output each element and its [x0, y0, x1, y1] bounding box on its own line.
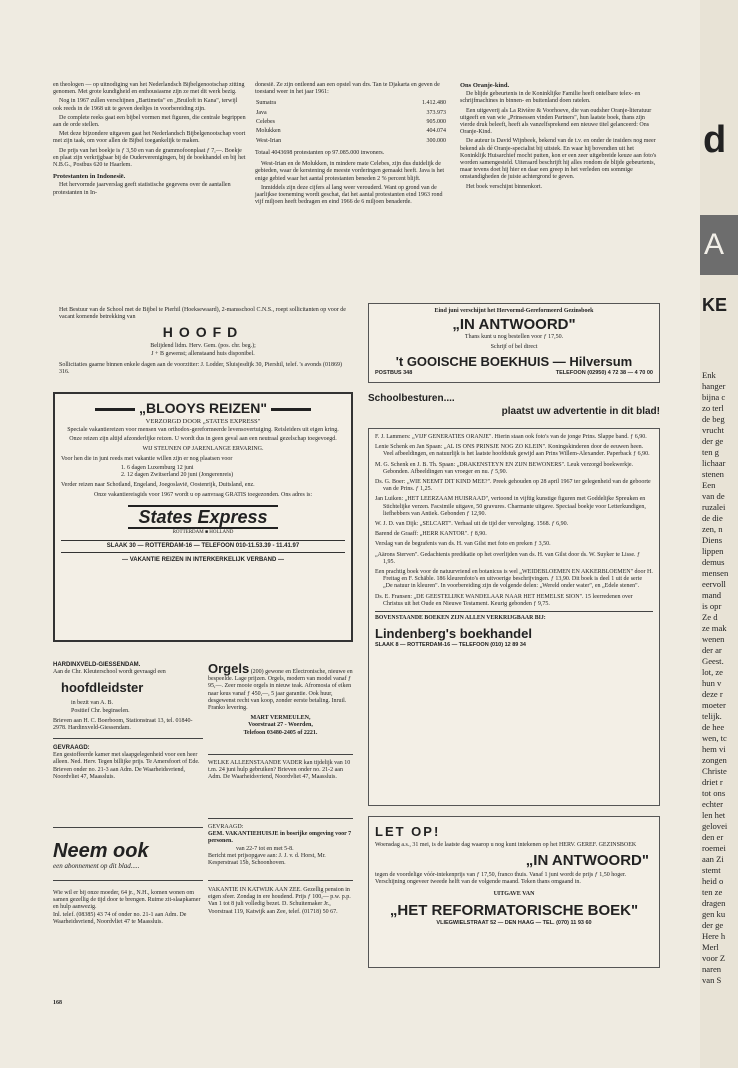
article-paragraph: donesië. Ze zijn ontleend aan een opstel van drs. Tan te Djakarta en geven de toestand weer in het jaar 1961:	[255, 82, 440, 96]
region-cell: Sumatra	[256, 100, 276, 107]
text-fragment: Christe	[702, 766, 727, 776]
statistics-total: Totaal 4043698 protestanten op 97.085.000 inwoners.	[255, 149, 385, 156]
ad-shop: 't GOOISCHE BOEKHUIS — Hilversum	[395, 353, 633, 369]
text-fragment: der ar	[702, 645, 722, 655]
text-fragment: aan Zi	[702, 854, 724, 864]
text-fragment: roemei	[702, 843, 726, 853]
article-paragraph: Met deze bijzondere uitgaven gaat het Nederlandsch Bijbelgenootschap voort met zijn taak, om voor allen de Bijbel toegankelijk te maken.	[53, 131, 246, 145]
article-paragraph: De blijde gebeurtenis in de Koninklijke Familie heeft ontelbare telex- en schrijfmachines in binnen- en buitenland doen ratelen.	[460, 91, 641, 105]
ad-subtitle: plaatst uw advertentie in dit blad!	[501, 406, 660, 417]
text-fragment: hun v	[702, 678, 722, 688]
text-fragment: lot, ze	[702, 667, 723, 677]
text-fragment: len het	[702, 810, 726, 820]
ad-title: Neem ook	[53, 840, 149, 862]
ad-text: Bericht met prijsopgave aan: J. J. v. d. Horst, Mr. Kesperstraat 15b, Schoonhoven.	[208, 852, 326, 867]
divider	[208, 880, 353, 881]
divider	[375, 611, 653, 612]
text-fragment: van S	[702, 975, 722, 985]
next-page-edge	[700, 0, 738, 1068]
text-fragment: echter	[702, 799, 723, 809]
trip-item: 2. 12 dagen Zwitserland 20 juni (Jongerenreis)	[121, 472, 234, 479]
book-item: Verslag van de begrafenis van ds. H. van Gilst met foto en preken ƒ 3,50.	[375, 541, 551, 548]
text-fragment: naren	[702, 964, 722, 974]
value-cell: 1.412.480	[422, 100, 446, 107]
ad-text: Inl. telef. (08385) 43 74 of onder no. 21-1 aan Adm. De Waarheidsvriend, Noordvliet 47 te Maassluis.	[53, 911, 187, 925]
article-paragraph: Nog in 1967 zullen verschijnen „Bartimeüs" en „Bruiloft in Kana", terwijl ook reeds in de 1968 uit te geven deeltjes in voorbereiding zijn.	[53, 98, 238, 112]
text-fragment: Here h	[702, 931, 726, 941]
text-fragment: lichaar	[702, 458, 726, 468]
table-row	[255, 99, 447, 108]
text-fragment: bijna c	[702, 392, 726, 402]
ad-katwijk	[208, 887, 353, 916]
article-column-1	[53, 82, 246, 199]
ad-text: van 22-7 tot en met 5-8.	[236, 845, 294, 852]
headline-fragment: d	[703, 119, 727, 161]
article-heading: Protestanten in Indonesië.	[53, 173, 126, 181]
book-list	[375, 434, 653, 608]
ad-requirement: Belijdend lidm. Herv. Gem. (pos. chr. beg.);	[150, 343, 256, 350]
text-fragment: driet r	[702, 777, 723, 787]
text-fragment: zen, n	[702, 524, 723, 534]
text-fragment: wenen	[702, 634, 725, 644]
ad-moeder	[53, 890, 203, 926]
ad-hoofd	[53, 303, 353, 376]
ad-hardinxveld	[53, 662, 203, 732]
ad-neem-ook	[53, 840, 203, 871]
article-paragraph: Inmiddels zijn deze cijfers al lang weer verouderd. Want op grond van de jaarlijkse toeneming wordt geschat, dat het aantal protestanten eind 1963 rond vijf miljoen heeft bedragen en eind 1966 de 6 miljoen benaderde.	[255, 184, 443, 206]
ad-vakantiehuisje	[208, 824, 353, 867]
article-paragraph: De prijs van het boekje is ƒ 3,50 en van de grammofoonplaat ƒ 7,—. Boekje en plaat zijn verkrijgbaar bij de Ouderverenigingen, bij de boekhandel en bij het N.B.G., Postbus 620 te Haarlem.	[53, 147, 246, 169]
text-fragment: gelovei	[702, 821, 728, 831]
value-cell: 404.074	[426, 128, 446, 135]
ad-requirement: J + B gewenst; allenstaand huis disponibel.	[151, 350, 255, 357]
ad-welke-vader	[208, 760, 353, 782]
ad-text: Wie wil er bij onze moeder, 64 jr., N.H., komen wonen om samen gezellig de tijd door te brengen. Ruime zit-slaapkamer en hulp aanwezig.	[53, 890, 201, 911]
ad-shop: „HET REFORMATORISCHE BOEK"	[389, 901, 639, 919]
text-fragment: wen, tc	[702, 733, 727, 743]
banner-letter: A	[704, 228, 725, 261]
ad-text: UITGAVE VAN	[493, 890, 535, 897]
value-cell: 905.000	[426, 119, 446, 125]
ad-text: VAKANTIE IN KATWIJK AAN ZEE. Gezellig pension in eigen sfeer. Zondag in ere houdend. Prijs ƒ 100,— p.w. p.p. Van 1 tot 8 juli volledig bezet. D. Schuitemaker Jr., Voorstraat 119, Katwijk aan Zee, telef. (01718) 50 67.	[208, 887, 351, 915]
text-fragment: Ze d	[702, 612, 718, 622]
divider	[208, 818, 353, 819]
ad-text: Positief Chr. beginselen.	[71, 707, 130, 714]
ad-intro: Het Bestuur van de School met de Bijbel te Pierhil (Hoeksewaard), 2-mansschool C.N.S., roept sollicitanten op voor de vacant komende betrekking van	[59, 307, 346, 321]
book-item: Lenie Schenk en Jan Spaan: „AL IS ONS PRINSJE NOG ZO KLEIN". Koningskinderen door de eeuwen heen. Veel afbeeldingen, en natuurlijk is het laatste hoofdstuk gewijd aan Prins Willem-Alexander. Paperback ƒ 6,90.	[375, 444, 650, 458]
ad-heading: Schoolbesturen....	[368, 393, 455, 404]
ad-subtitle: VERZORGD DOOR „STATES EXPRESS"	[145, 418, 261, 425]
ad-blooys-reizen	[53, 392, 353, 642]
table-row	[255, 137, 447, 146]
book-item: M. G. Schenk en J. B. Th. Spaan: „DRAKENSTEYN EN ZIJN BEWONERS". Leuk verzorgd boekwerkje. Gebonden. Afbeeldingen van vroeger en nu. ƒ 5,90.	[375, 461, 634, 475]
text-fragment: dragen	[702, 898, 726, 908]
article-heading: Ons Oranje-kind.	[460, 82, 510, 89]
ad-title: „IN ANTWOORD"	[525, 852, 649, 870]
text-fragment: der ge	[702, 436, 724, 446]
ad-orgels	[208, 662, 353, 737]
text-fragment: den er	[702, 832, 724, 842]
ad-text: Onze reizen zijn altijd afzonderlijke reizen. U wordt dus in geen geval aan een neutraal gezelschap toegevoegd.	[69, 436, 337, 443]
text-fragment: stemt	[702, 865, 721, 875]
text-fragment: ten g	[702, 447, 719, 457]
value-cell: 373.973	[426, 109, 446, 116]
text-fragment: vrucht	[702, 425, 724, 435]
logo-text: States Express	[128, 505, 277, 529]
page-number: 168	[53, 1000, 62, 1006]
ad-phone: TELEFOON (02950) 4 72 38 — 4 70 00	[555, 369, 653, 376]
ad-text	[208, 662, 353, 712]
text-fragment: de die	[702, 513, 723, 523]
ad-text: WIJ STEUNEN OP JARENLANGE ERVARING.	[142, 445, 264, 452]
value-cell: 300.000	[426, 137, 446, 144]
ad-body: (200) gewone en Electronische, nieuwe en bespeelde. Lage prijzen. Orgels, modern van model vanaf ƒ 95,—. Zeer mooie orgels in nieuw teak. Afromosia of eiken naar keus vanaf ƒ 450,—, 5 jaar garantie. Ook huur, desgewenst recht van koop, zonder eerste betaling. Inruil. Franko levering.	[208, 669, 353, 712]
region-cell: Celebes	[256, 119, 275, 125]
region-cell: Java	[256, 109, 267, 116]
region-cell: Molukken	[256, 128, 281, 135]
ad-shop: Lindenberg's boekhandel	[375, 626, 532, 642]
text-fragment: hanger	[702, 381, 726, 391]
ad-text: Schrijf of bel direct	[490, 344, 538, 351]
ad-address: Voorstraat 27 - Woerden,	[248, 722, 313, 729]
article-paragraph: Een uitgeverij als La Rivière & Voorhoeve, die van oudsher Oranje-literatuur uitgeeft en van wie „Prinsessen vinden Partners", hun laatste boek, thans zijn vierde druk beleeft, heeft als vanzelfsprekend een nieuwe titel gelanceerd: Ons Oranje-Kind.	[460, 107, 652, 136]
ad-address: SLAAK 30 — ROTTERDAM-16 — TELEFOON 010-11.53.39 - 11.41.97	[61, 540, 345, 553]
divider	[53, 738, 203, 739]
ad-let-op	[368, 816, 660, 968]
ad-address: VLIEGWIELSTRAAT 52 — DEN HAAG — TEL. (070) 11 93 60	[436, 919, 592, 926]
ad-books	[368, 428, 660, 806]
text-fragment: moeter	[702, 700, 726, 710]
ad-text: Verder reizen naar Schotland, Engeland, Joegoslavië, Oostenrijk, Duitsland, enz.	[61, 482, 255, 489]
text-fragment: van de	[702, 491, 725, 501]
text-fragment: hem vi	[702, 744, 726, 754]
ad-text: Woensdag a.s., 31 mei, is de laatste dag waarop u nog kunt intekenen op het HERV. GEREF. GEZINSBOEK	[375, 842, 637, 848]
book-item: „Aärons Sterven". Gedachtenis predikatie op het overlijden van ds. H. van Gilst door ds. W. Suyker te Lisse. ƒ 1,95.	[375, 551, 641, 565]
ad-title: „IN ANTWOORD"	[452, 316, 576, 334]
ad-text: Voor hen die in juni reeds met vakantie willen zijn er nog plaatsen voor	[61, 455, 233, 462]
article-paragraph: De auteur is David Wijnbeek, bekend van de t.v. en onder de insiders nog meer bekend als dé Oranje-specialist bij uitstek. En waar hij bovendien uit het Koninklijk Huisarchief mocht putten, kon er een zeer uitgebreide keuze aan foto's worden samengesteld. Uiteraard beschrijft hij alles rondom de blijde gebeurtenis, maar tevens doet hij hier en daar een greep in het verleden om sommige omstandigheden de juiste achtergrond te geven.	[460, 138, 657, 181]
text-fragment: der ge	[702, 920, 724, 930]
ad-title: Orgels	[208, 661, 250, 676]
text-fragment: de hee	[702, 722, 725, 732]
text-fragment: eervoll	[702, 579, 726, 589]
ad-schoolbesturen	[368, 392, 660, 418]
ad-text: GEM. VAKANTIEHUISJE in bosrijke omgeving voor 7 personen.	[208, 831, 352, 845]
ad-text: tegen de voordelige vóór-intekenprijs van ƒ 17,50, franco thuis. Vanaf 1 juni wordt de prijs ƒ 1,50 hoger. Verschijning ongeveer tweede helft van de volgende maand. Teken thans omgaand in.	[375, 872, 627, 886]
ad-postbus: POSTBUS 348	[375, 369, 413, 376]
ad-subtitle: een abonnement op dit blad.....	[53, 862, 140, 870]
divider	[208, 754, 353, 755]
ad-title-text: „BLOOYS REIZEN"	[139, 400, 267, 416]
states-express-logo	[61, 505, 345, 536]
article-paragraph: Het boek verschijnt binnenkort.	[466, 183, 542, 190]
ad-text: Een gestoffeerde kamer met slaapgelegenheid voor een heer alleen. Ned. Herv. Tegen billijke prijs. Te Amersfoort of Ede. Brieven onder no. 21-3 aan Adm. De Waarheidsvriend, Noordvliet 47, Maassluis.	[53, 752, 200, 780]
ad-name: MART VERMEULEN,	[250, 715, 311, 722]
ad-text: Onze vakantiereisgids voor 1967 wordt u op aanvraag GRATIS toegezonden. Ons adres is:	[93, 491, 313, 498]
divider	[53, 880, 203, 881]
text-fragment: gen ku	[702, 909, 726, 919]
ad-phone: Telefoon 03480-2405 of 2221.	[243, 729, 318, 736]
region-cell: West-Irian	[256, 137, 282, 144]
ad-text: Thans kunt u nog bestellen voor ƒ 17,50.	[464, 334, 564, 341]
ad-contact	[375, 370, 653, 377]
ad-text: in bezit van A. B.	[71, 700, 113, 707]
section-heading-fragment: KE	[702, 295, 728, 315]
text-fragments	[702, 370, 738, 986]
book-item: F. J. Lammers: „VIJF GENERATIES ORANJE". Hierin staan ook foto's van de jonge Prins. Slappe band. ƒ 6,90.	[375, 434, 647, 440]
ad-footer: — VAKANTIE REIZEN IN INTERKERKELIJK VERBAND —	[122, 557, 284, 564]
table-row	[255, 127, 447, 136]
text-fragment: Een	[702, 480, 716, 490]
text-fragment: zo terl	[702, 403, 724, 413]
table-row	[255, 118, 447, 127]
ad-text: Speciale vakantiereizen voor mensen van orthodox-gereformeerde levensovertuiging. Reisleiders uit eigen kring.	[67, 427, 339, 434]
ad-title	[61, 399, 345, 417]
book-item: Jan Luiken: „HET LEERZAAM HUISRAAD", vertoond in vijftig kunstige figuren met Goddelijke Spreuken en Stichtelijke verzen. Facsimile uitgave, 50 gravures. Charmante uitgave. Speciaal boekje voor Letterkundigen, liefhebbers van Antiek. Gebonden ƒ 12,90.	[375, 496, 646, 517]
article-column-3	[460, 82, 660, 193]
ad-title: hoofdleidster	[61, 680, 144, 696]
ad-heading: HARDINXVELD-GIESSENDAM.	[53, 662, 141, 668]
text-fragment: tot ons	[702, 788, 726, 798]
text-fragment: heid o	[702, 876, 724, 886]
text-fragment: telijk.	[702, 711, 722, 721]
text-fragment: Geest.	[702, 656, 724, 666]
table-row	[255, 109, 447, 118]
ad-title: HOOFD	[162, 324, 244, 341]
ad-heading: GEVRAAGD:	[53, 745, 90, 751]
text-fragment: demus	[702, 557, 725, 567]
trip-item: 1. 6 dagen Luxemburg 12 juni	[121, 465, 194, 472]
banner-block	[700, 215, 738, 275]
book-item: Ds. E. Fransen: „DE GEESTELIJKE WANDELAAR NAAR HET HEMELSE SION". 15 leerredenen over Christus uit het Oude en Nieuwe Testament. Keurig gebonden ƒ 9,75.	[375, 593, 633, 607]
ad-intro: Eind juni verschijnt het Hervormd-Gereformeerd Gezinsboek	[434, 308, 594, 314]
text-fragment: Diens	[702, 535, 723, 545]
logo-subtext: ROTTERDAM ■ HOLLAND	[172, 529, 234, 535]
text-fragment: Merl	[702, 942, 719, 952]
article-paragraph: West-Irian en de Molukken, in mindere mate Celebes, zijn dus duidelijk de gebieden, waar de kerstening de meeste vorderingen gemaakt heeft. Java is het enige gebied waar het aantal protestanten beneden 2 % percent blijft.	[255, 161, 445, 182]
ad-heading: GEVRAAGD:	[208, 824, 244, 830]
ad-text: Aan de Chr. Kleuterschool wordt gevraagd een	[53, 669, 166, 676]
ad-footer: Sollicitaties gaarne binnen enkele dagen aan de voorzitter: J. Lodder, Sluisjesdijk 30, Piershil, telef. 's avonds (01869) 316.	[59, 361, 342, 376]
ad-text: WELKE ALLEENSTAANDE VADER kan tijdelijk van 10 t.m. 24 juni hulp gebruiken? Brieven onder no. 21-2 aan Adm. De Waarheidsvriend, Noordvliet 47, Maassluis.	[208, 760, 351, 781]
text-fragment: ruzalei	[702, 502, 726, 512]
article-paragraph: De complete reeks gaat een bijbel vormen met figuren, die centrale begrippen aan de orde stellen.	[53, 114, 246, 129]
text-fragment: voor Z	[702, 953, 726, 963]
ad-footer: BOVENSTAANDE BOEKEN ZIJN ALLEN VERKRIJGBAAR BIJ:	[375, 615, 546, 622]
book-item: Een prachtig boek voor de natuurvriend en botanicus is wel „WEIDEBLOEMEN EN AKKERBLOEMEN" door H. Freitag en F. Schäble. 186 kleurenfoto's en uitvoerige beschrijvingen. ƒ 13,90. Dit boek is deel 1 uit de serie „De natuur in kleuren". In voorbereiding zijn de volgende delen: „Wereld onder water", en „Edele stenen".	[375, 569, 653, 590]
article-paragraph: Het hervormde jaarverslag geeft statistische gegevens over de aantallen protestanten in In-	[53, 182, 231, 196]
book-item: Barend de Graaff: „HERR KANTOR". ƒ 8,90.	[375, 531, 487, 538]
text-fragment: ze mak	[702, 623, 727, 633]
text-fragment: mensen	[702, 568, 729, 578]
text-fragment: stenen	[702, 469, 724, 479]
article-paragraph: en theologen — op uitnodiging van het Nederlandsch Bijbelgenootschap zitting genomen. Met grote kundigheid en enthousiasme zijn ze met dit werk bezig.	[53, 82, 245, 96]
ad-address: SLAAK 8 — ROTTERDAM-16 — TELEFOON (010) 12 89 34	[375, 642, 526, 649]
ad-text: Brieven aan H. C. Boerboom, Stationstraat 13, tel. 01840-2978. Hardinxveld-Giessendam.	[53, 717, 193, 732]
text-fragment: mand	[702, 590, 722, 600]
text-fragment: zongen	[702, 755, 727, 765]
text-fragment: ten ze	[702, 887, 723, 897]
book-item: W. J. D. van Dijk: „SELCART". Verhaal uit de tijd der vervolging. 1568. ƒ 6,90.	[375, 521, 569, 528]
ad-gevraagd-kamer	[53, 745, 203, 781]
statistics-table	[255, 99, 447, 145]
text-fragment: deze r	[702, 689, 723, 699]
article-column-2	[255, 82, 447, 208]
book-item: Ds. G. Boer: „WIE NEEMT DIT KIND MEE?". Preek gehouden op 28 april 1967 ter gelegenheid van de geboorte van de Prins. ƒ 1,25.	[375, 479, 651, 493]
divider	[53, 827, 203, 828]
text-fragment: Enk	[702, 370, 716, 380]
ad-title: LET OP!	[375, 824, 441, 839]
text-fragment: is opr	[702, 601, 722, 611]
text-fragment: lippen	[702, 546, 724, 556]
ad-in-antwoord	[368, 303, 660, 383]
text-fragment: de beg	[702, 414, 725, 424]
